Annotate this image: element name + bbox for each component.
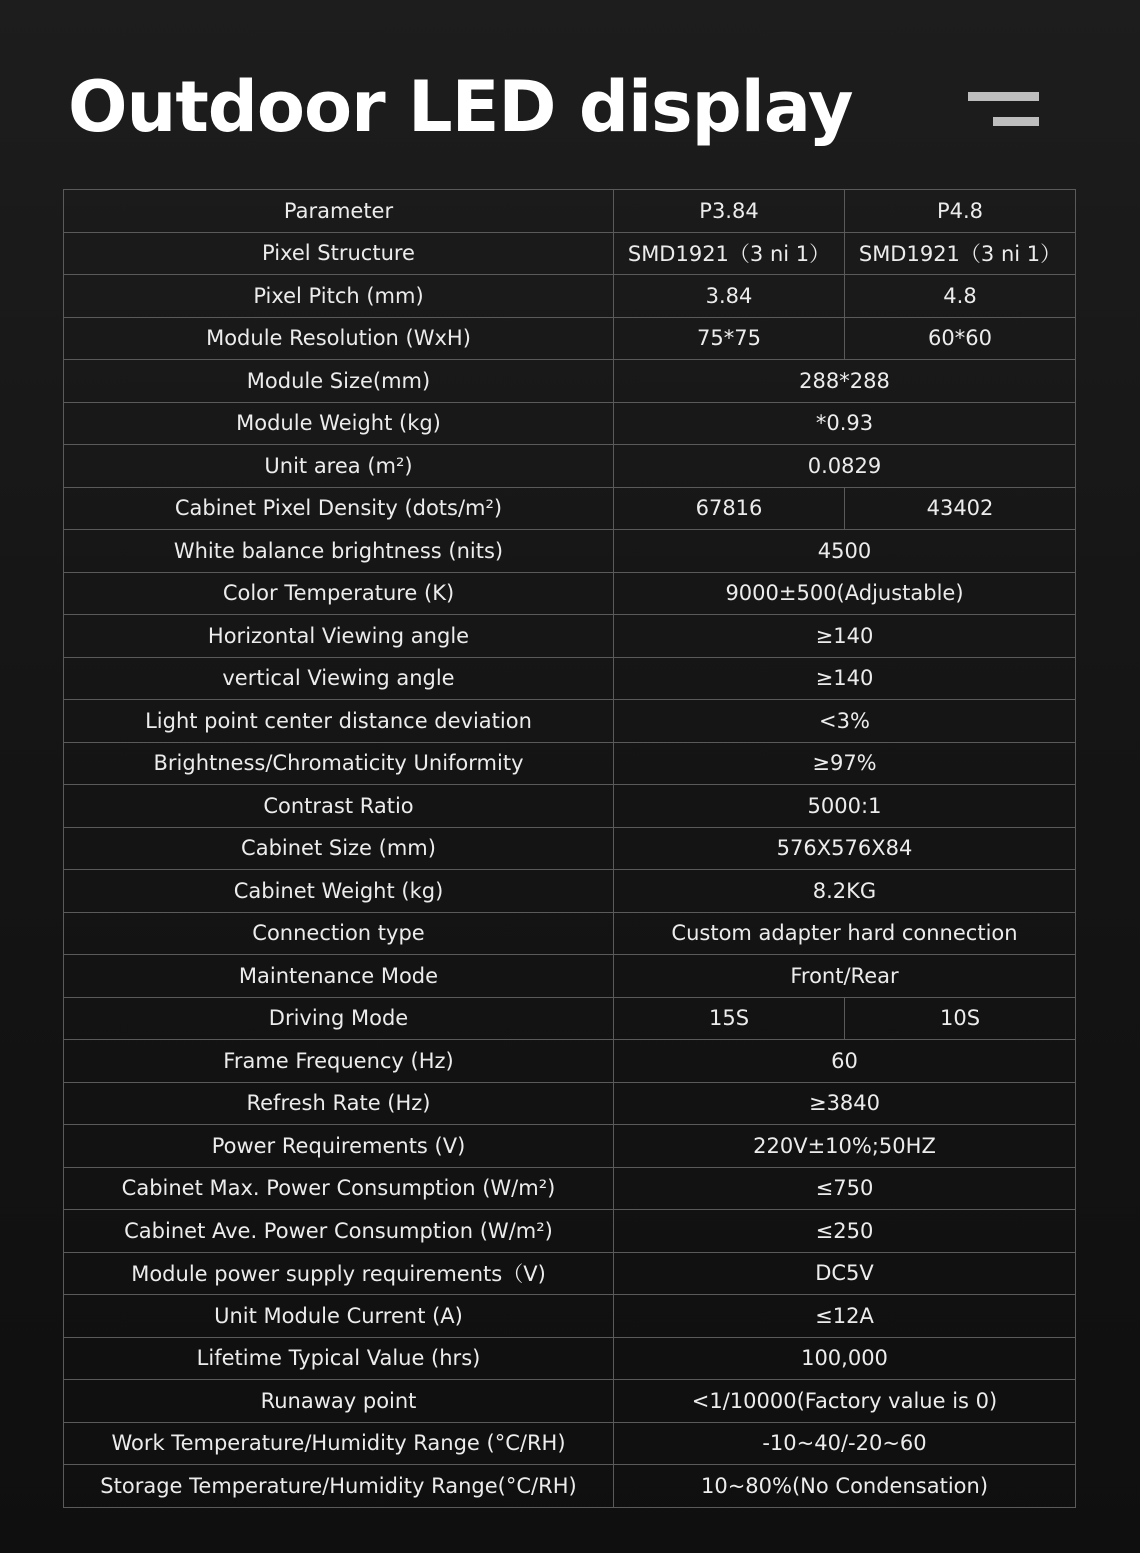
parameter-name-cell: Contrast Ratio <box>64 785 614 828</box>
table-row <box>64 912 1076 955</box>
parameter-name-cell: Maintenance Mode <box>64 955 614 998</box>
page-title: Outdoor LED display <box>68 66 853 148</box>
parameter-name-cell: Horizontal Viewing angle <box>64 615 614 658</box>
shared-value-cell: ≥3840 <box>614 1082 1076 1125</box>
table-row <box>64 530 1076 573</box>
model-value-cell: 43402 <box>845 487 1076 530</box>
parameter-name-cell: Color Temperature (K) <box>64 572 614 615</box>
shared-value-cell: 576X576X84 <box>614 827 1076 870</box>
shared-value-cell: 4500 <box>614 530 1076 573</box>
shared-value-cell: 220V±10%;50HZ <box>614 1125 1076 1168</box>
table-row <box>64 1465 1076 1508</box>
shared-value-cell: 5000:1 <box>614 785 1076 828</box>
table-row <box>64 785 1076 828</box>
shared-value-cell: -10~40/-20~60 <box>614 1422 1076 1465</box>
parameter-name-cell: Connection type <box>64 912 614 955</box>
shared-value-cell: Custom adapter hard connection <box>614 912 1076 955</box>
header-model-cell: P4.8 <box>845 190 1076 233</box>
table-row <box>64 997 1076 1040</box>
header-model-cell: P3.84 <box>614 190 845 233</box>
parameter-name-cell: Pixel Pitch (mm) <box>64 275 614 318</box>
parameter-name-cell: Pixel Structure <box>64 232 614 275</box>
table-row <box>64 487 1076 530</box>
table-row <box>64 1082 1076 1125</box>
table-row <box>64 1125 1076 1168</box>
table-row <box>64 742 1076 785</box>
parameter-name-cell: Storage Temperature/Humidity Range(°C/RH) <box>64 1465 614 1508</box>
shared-value-cell: 8.2KG <box>614 870 1076 913</box>
table-row <box>64 1210 1076 1253</box>
parameter-name-cell: Brightness/Chromaticity Uniformity <box>64 742 614 785</box>
parameter-name-cell: Runaway point <box>64 1380 614 1423</box>
shared-value-cell: 60 <box>614 1040 1076 1083</box>
table-row <box>64 360 1076 403</box>
shared-value-cell: 0.0829 <box>614 445 1076 488</box>
shared-value-cell: DC5V <box>614 1252 1076 1295</box>
table-row <box>64 870 1076 913</box>
table-row <box>64 827 1076 870</box>
menu-icon-bar-bottom <box>993 117 1039 126</box>
table-row <box>64 445 1076 488</box>
parameter-name-cell: Power Requirements (V) <box>64 1125 614 1168</box>
model-value-cell: SMD1921（3 ni 1） <box>614 232 845 275</box>
header-parameter-cell: Parameter <box>64 190 614 233</box>
shared-value-cell: ≥140 <box>614 657 1076 700</box>
shared-value-cell: Front/Rear <box>614 955 1076 998</box>
specification-table <box>63 189 1076 1508</box>
menu-icon[interactable] <box>968 92 1040 128</box>
table-row <box>64 657 1076 700</box>
shared-value-cell: ≤12A <box>614 1295 1076 1338</box>
parameter-name-cell: Light point center distance deviation <box>64 700 614 743</box>
shared-value-cell: 288*288 <box>614 360 1076 403</box>
parameter-name-cell: Unit area (m²) <box>64 445 614 488</box>
shared-value-cell: ≤250 <box>614 1210 1076 1253</box>
specification-table-body <box>64 190 1076 1508</box>
shared-value-cell: ≥140 <box>614 615 1076 658</box>
table-row <box>64 615 1076 658</box>
parameter-name-cell: Module Size(mm) <box>64 360 614 403</box>
table-row <box>64 1380 1076 1423</box>
table-row <box>64 1167 1076 1210</box>
parameter-name-cell: Lifetime Typical Value (hrs) <box>64 1337 614 1380</box>
parameter-name-cell: Frame Frequency (Hz) <box>64 1040 614 1083</box>
table-row <box>64 700 1076 743</box>
table-row <box>64 1337 1076 1380</box>
parameter-name-cell: Cabinet Size (mm) <box>64 827 614 870</box>
table-row <box>64 572 1076 615</box>
parameter-name-cell: Work Temperature/Humidity Range (°C/RH) <box>64 1422 614 1465</box>
shared-value-cell: 10~80%(No Condensation) <box>614 1465 1076 1508</box>
parameter-name-cell: Cabinet Pixel Density (dots/m²) <box>64 487 614 530</box>
shared-value-cell: <1/10000(Factory value is 0) <box>614 1380 1076 1423</box>
model-value-cell: 3.84 <box>614 275 845 318</box>
parameter-name-cell: White balance brightness (nits) <box>64 530 614 573</box>
parameter-name-cell: vertical Viewing angle <box>64 657 614 700</box>
model-value-cell: SMD1921（3 ni 1） <box>845 232 1076 275</box>
parameter-name-cell: Refresh Rate (Hz) <box>64 1082 614 1125</box>
parameter-name-cell: Cabinet Ave. Power Consumption (W/m²) <box>64 1210 614 1253</box>
table-row <box>64 232 1076 275</box>
parameter-name-cell: Cabinet Weight (kg) <box>64 870 614 913</box>
shared-value-cell: *0.93 <box>614 402 1076 445</box>
parameter-name-cell: Module Weight (kg) <box>64 402 614 445</box>
parameter-name-cell: Module Resolution (WxH) <box>64 317 614 360</box>
menu-icon-bar-top <box>968 92 1039 101</box>
model-value-cell: 15S <box>614 997 845 1040</box>
shared-value-cell: ≥97% <box>614 742 1076 785</box>
model-value-cell: 10S <box>845 997 1076 1040</box>
table-row <box>64 1422 1076 1465</box>
table-row <box>64 402 1076 445</box>
model-value-cell: 67816 <box>614 487 845 530</box>
shared-value-cell: ≤750 <box>614 1167 1076 1210</box>
shared-value-cell: <3% <box>614 700 1076 743</box>
parameter-name-cell: Cabinet Max. Power Consumption (W/m²) <box>64 1167 614 1210</box>
table-row <box>64 1295 1076 1338</box>
model-value-cell: 4.8 <box>845 275 1076 318</box>
model-value-cell: 75*75 <box>614 317 845 360</box>
table-row <box>64 275 1076 318</box>
table-row <box>64 1252 1076 1295</box>
shared-value-cell: 100,000 <box>614 1337 1076 1380</box>
parameter-name-cell: Unit Module Current (A) <box>64 1295 614 1338</box>
parameter-name-cell: Module power supply requirements（V) <box>64 1252 614 1295</box>
table-row <box>64 1040 1076 1083</box>
parameter-name-cell: Driving Mode <box>64 997 614 1040</box>
shared-value-cell: 9000±500(Adjustable) <box>614 572 1076 615</box>
table-header-row <box>64 190 1076 233</box>
table-row <box>64 955 1076 998</box>
table-row <box>64 317 1076 360</box>
model-value-cell: 60*60 <box>845 317 1076 360</box>
